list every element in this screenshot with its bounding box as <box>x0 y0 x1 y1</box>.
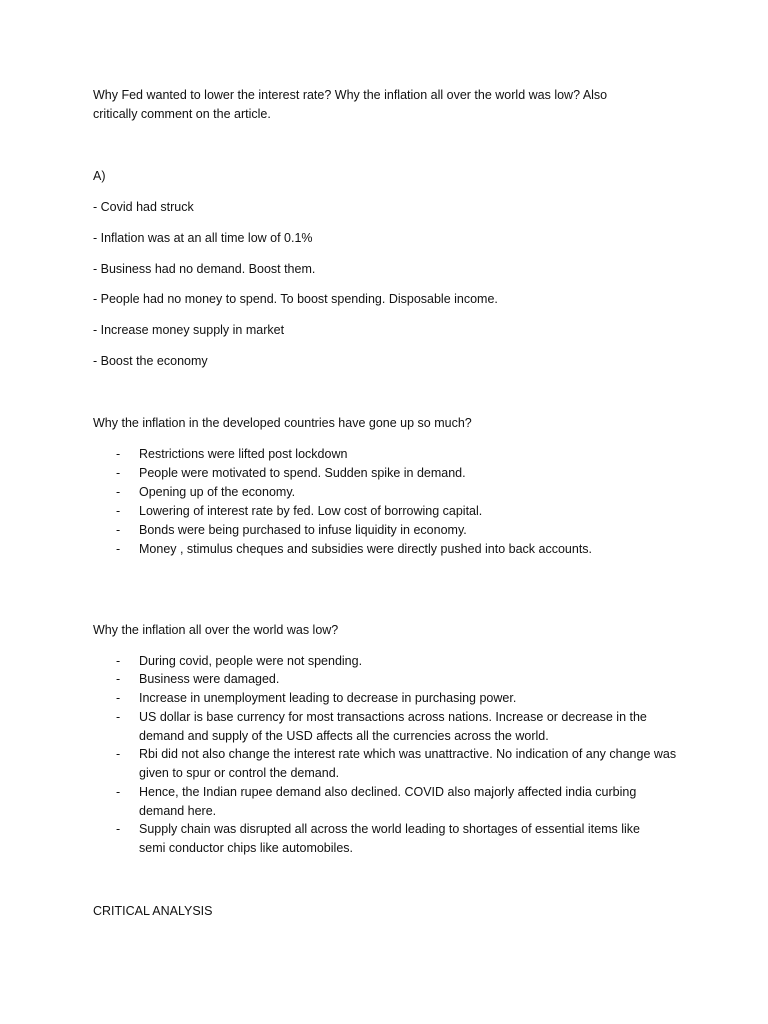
list-item: US dollar is base currency for most transactions across nations. Increase or decrease in the demand and supply of the USD affects all the currencies across the world. <box>139 710 647 743</box>
answer-point: - Boost the economy <box>93 354 208 368</box>
list-item: Rbi did not also change the interest rate which was unattractive. No indication of any change was given to spur or control the demand. <box>139 747 677 780</box>
answer-point: - Covid had struck <box>93 200 194 214</box>
list-item: Hence, the Indian rupee demand also declined. COVID also majorly affected india curbing demand here. <box>139 785 637 818</box>
answer-point: - Business had no demand. Boost them. <box>93 262 316 276</box>
list-item: Restrictions were lifted post lockdown <box>139 447 348 461</box>
list-item: During covid, people were not spending. <box>139 654 363 668</box>
list-item: Opening up of the economy. <box>139 485 296 499</box>
answer-point: - People had no money to spend. To boost spending. Disposable income. <box>93 292 498 306</box>
list-item: Lowering of interest rate by fed. Low cost of borrowing capital. <box>139 504 483 518</box>
list-bullet: - <box>116 672 121 686</box>
list-item: Bonds were being purchased to infuse liquidity in economy. <box>139 523 467 537</box>
section-2-heading: Why the inflation in the developed countries have gone up so much? <box>93 416 472 430</box>
list-bullet: - <box>116 504 121 518</box>
list-bullet: - <box>116 447 121 461</box>
list-bullet: - <box>116 785 121 799</box>
list-item: People were motivated to spend. Sudden spike in demand. <box>139 466 466 480</box>
list-bullet: - <box>116 691 121 705</box>
answer-point: - Increase money supply in market <box>93 323 285 337</box>
list-item: Increase in unemployment leading to decrease in purchasing power. <box>139 691 517 705</box>
list-item: Money , stimulus cheques and subsidies were directly pushed into back accounts. <box>139 542 593 556</box>
list-bullet: - <box>116 466 121 480</box>
question-line-1: Why Fed wanted to lower the interest rate? Why the inflation all over the world was low? Also <box>93 88 608 102</box>
list-item: Supply chain was disrupted all across the world leading to shortages of essential items like semi conductor chips like automobiles. <box>139 822 640 855</box>
list-bullet: - <box>116 523 121 537</box>
list-bullet: - <box>116 822 121 836</box>
list-bullet: - <box>116 542 121 556</box>
list-bullet: - <box>116 710 121 724</box>
question-line-2: critically comment on the article. <box>93 107 271 121</box>
answer-point: - Inflation was at an all time low of 0.1% <box>93 231 313 245</box>
list-bullet: - <box>116 747 121 761</box>
list-bullet: - <box>116 654 121 668</box>
list-item: Business were damaged. <box>139 672 280 686</box>
critical-analysis-heading: CRITICAL ANALYSIS <box>93 904 213 918</box>
answer-label: A) <box>93 169 106 183</box>
section-3-heading: Why the inflation all over the world was low? <box>93 623 339 637</box>
list-bullet: - <box>116 485 121 499</box>
